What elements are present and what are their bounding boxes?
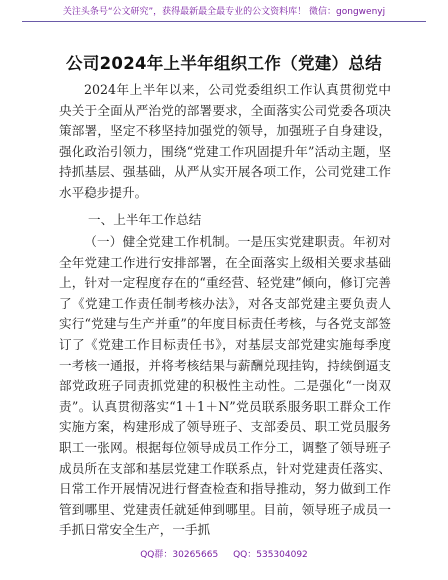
intro-paragraph (59, 80, 391, 204)
footer-qq: QQ：535304092 (233, 550, 308, 560)
footer-qq-group: QQ群：30265665 (140, 550, 219, 560)
header-divider (22, 21, 426, 22)
footer-contacts (0, 547, 448, 560)
section-heading: 一、上半年工作总结 (88, 212, 202, 227)
section-text: （一）健全党建工作机制。一是压实党建职责。年初对全年党建工作进行安排部署，在全面落实上级相关要求基础上，针对一定程度存在的“重经营、轻党建”倾向，修订完善了《党建工作责任制考核办法》，对各支部党建主要负责人实行“党建与生产并重”的年度目标责任考核，与各党支部签订了《党建工作目标责任书》，对基层支部党建实施每季度一考核一通报，并将考核结果与薪酬兑现挂钩，持续倒逼支部党政班子同责抓党建的积极性主动性。二是强化“一岗双责”。认真贯彻落实“1＋1＋N”党员联系服务职工群众工作实施方案，构建形成了领导班子、支部委员、职工党员服务职工一张网。根据每位领导成员工作分工，调整了领导班子成员所在支部和基层党建工作联系点，针对党建责任落实、日常工作开展情况进行督查检查和指导推动，努力做到工作管到哪里、党建责任就延伸到哪里。目前，领导班子成员一手抓日常安全生产，一手抓 (59, 234, 391, 538)
intro-text: 2024年上半年以来，公司党委组织工作认真贯彻党中央关于全面从严治党的部署要求，全面落实公司党委各项决策部署，坚定不移坚持加强党的领导，加强班子自身建设，强化政治引领力，围绕“党建工作巩固提升年”活动主题，坚持抓基层、强基础，从严从实开展各项工作，公司党建工作水平稳步提升。 (59, 82, 391, 200)
document-title: 公司2024年上半年组织工作（党建）总结 (66, 54, 382, 73)
section-paragraph (59, 232, 391, 541)
header-banner: 关注头条号“公文研究”，获得最新最全最专业的公文资料库！ 微信：gongwenyj (62, 7, 386, 17)
